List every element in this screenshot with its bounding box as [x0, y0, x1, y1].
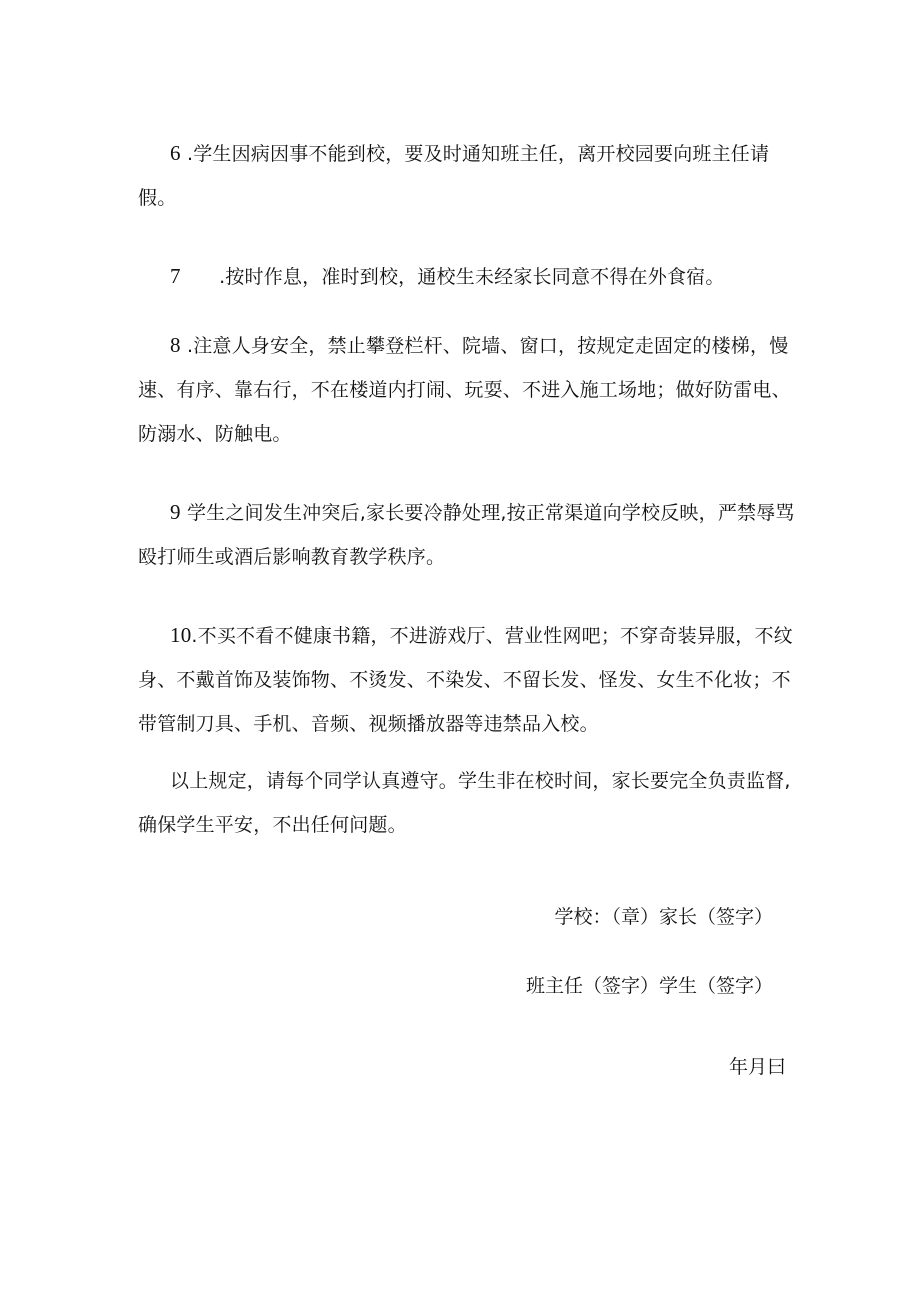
rule-7 — [138, 254, 798, 299]
closing-paragraph: 以上规定，请每个同学认真遵守。学生非在校时间，家长要完全负责监督,确保学生平安，不出任何问题。 — [138, 770, 791, 836]
signature-line-teacher-student: 班主任（签字）学生（签字） — [525, 975, 773, 997]
rule-8 — [138, 323, 798, 456]
rule-6 — [138, 131, 798, 220]
rule-number: 10 — [170, 623, 192, 647]
rule-text: 按时作息，准时到校，通校生未经家长同意不得在外食宿。 — [225, 266, 725, 288]
rule-text: 学生之间发生冲突后,家长要冷静处理,按正常渠道向学校反映，严禁辱骂殴打师生或酒后影响教育教学秩序。 — [138, 502, 795, 568]
date-line: 年月曰 — [728, 1056, 786, 1078]
rule-text: 注意人身安全，禁止攀登栏杆、院墙、窗口，按规定走固定的楼梯，慢速、有序、靠右行，不在楼道内打闹、玩耍、不进入施工场地；做好防雷电、防溺水、防触电。 — [138, 335, 791, 445]
rule-number: 7 — [170, 264, 181, 288]
rule-separator: . — [191, 625, 198, 647]
rule-separator: . — [180, 266, 226, 288]
rule-number: 8 — [170, 333, 181, 357]
rule-9 — [138, 490, 798, 579]
rule-number: 6 — [170, 141, 181, 165]
rule-separator: . — [180, 143, 194, 165]
signature-line-school-parent: 学校：（章）家长（签字） — [554, 906, 773, 928]
rule-text: 不买不看不健康书籍，不进游戏厅、营业性网吧；不穿奇装异服，不纹身、不戴首饰及装饰物、不烫发、不染发、不留长发、怪发、女生不化妆；不带管制刀具、手机、音频、视频播放器等违禁品入校。 — [138, 625, 793, 735]
rule-separator: . — [180, 335, 194, 357]
rule-text: 学生因病因事不能到校，要及时通知班主任，离开校园要向班主任请假。 — [138, 143, 770, 209]
rule-number: 9 — [170, 500, 181, 524]
rule-10 — [138, 613, 798, 746]
